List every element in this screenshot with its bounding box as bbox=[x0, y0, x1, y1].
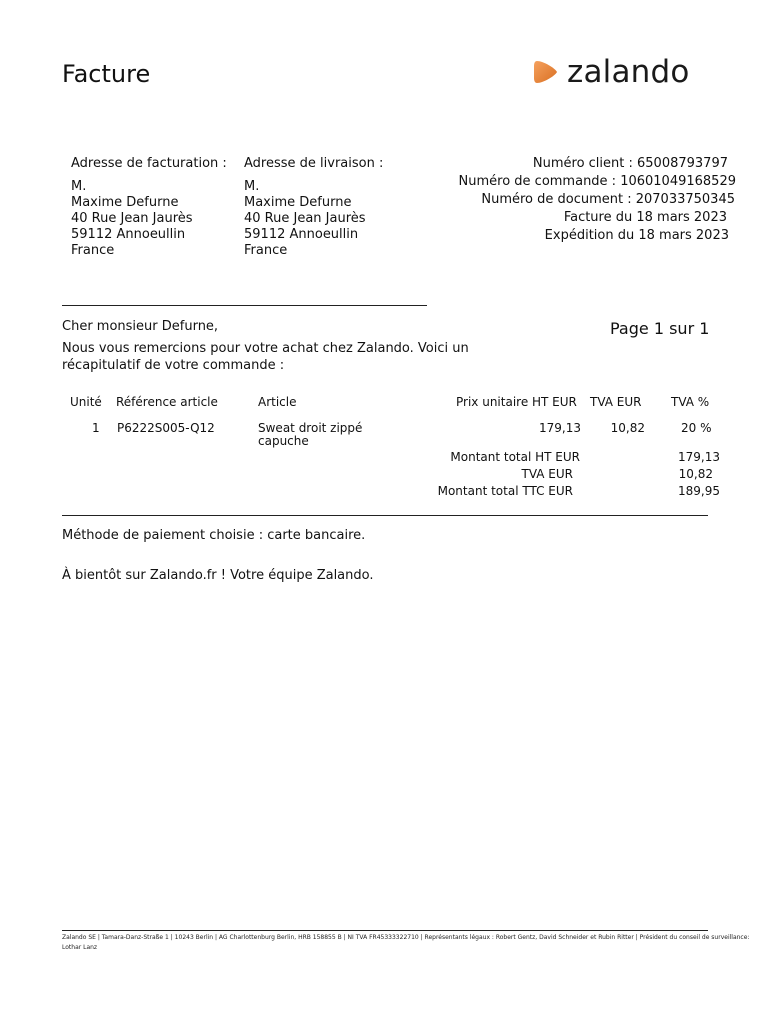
total-ht-value: 179,13 bbox=[678, 450, 720, 464]
total-ttc-label: Montant total TTC EUR bbox=[437, 484, 573, 498]
shipping-date: Expédition du 18 mars 2023 bbox=[544, 228, 729, 243]
billing-address bbox=[71, 179, 193, 259]
shipping-line: Maxime Defurne bbox=[244, 195, 352, 210]
billing-line: Maxime Defurne bbox=[71, 195, 179, 210]
header-reference: Référence article bbox=[116, 395, 218, 409]
legal-footer: Zalando SE | Tamara-Danz-Straße 1 | 10243 Berlin | AG Charlottenburg Berlin, HRB 158855 B | NI TVA FR45333322710 | Représentants légaux : Robert Gentz, David Schneider et Rubin Ritter | Président du conseil de surveillance: Lothar Lanz bbox=[62, 934, 750, 951]
order-number: Numéro de commande : 10601049168529 bbox=[458, 174, 736, 189]
divider bbox=[62, 515, 708, 516]
billing-line: 40 Rue Jean Jaurès bbox=[71, 211, 193, 226]
row-reference: P6222S005-Q12 bbox=[117, 421, 215, 435]
row-article-line: capuche bbox=[258, 434, 309, 448]
shipping-line: 40 Rue Jean Jaurès bbox=[244, 211, 366, 226]
document-number: Numéro de document : 207033750345 bbox=[481, 192, 735, 207]
zalando-logo bbox=[533, 54, 690, 90]
page-indicator: Page 1 sur 1 bbox=[610, 319, 710, 338]
row-vat-pct: 20 % bbox=[681, 421, 712, 435]
header-article: Article bbox=[258, 395, 297, 409]
header-unit: Unité bbox=[70, 395, 102, 409]
total-tva-value: 10,82 bbox=[678, 467, 713, 481]
billing-line: M. bbox=[71, 179, 87, 194]
total-ttc-value: 189,95 bbox=[678, 484, 720, 498]
row-article-line: Sweat droit zippé bbox=[258, 421, 363, 435]
intro-line: Nous vous remercions pour votre achat chez Zalando. Voici un bbox=[62, 341, 469, 356]
greeting: Cher monsieur Defurne, bbox=[62, 319, 219, 334]
shipping-address bbox=[244, 179, 366, 259]
payment-method: Méthode de paiement choisie : carte bancaire. bbox=[62, 528, 366, 543]
divider bbox=[62, 305, 427, 306]
invoice-date: Facture du 18 mars 2023 bbox=[563, 210, 727, 225]
invoice-title: Facture bbox=[62, 60, 151, 88]
row-unit: 1 bbox=[92, 421, 100, 435]
row-unit-price: 179,13 bbox=[539, 421, 581, 435]
row-vat-eur: 10,82 bbox=[610, 421, 645, 435]
invoice-meta bbox=[458, 155, 736, 245]
shipping-line: 59112 Annoeullin bbox=[244, 227, 359, 242]
row-article bbox=[258, 422, 362, 448]
footer-divider bbox=[62, 930, 708, 931]
zalando-logo-icon bbox=[533, 58, 559, 86]
zalando-wordmark: zalando bbox=[567, 54, 690, 90]
client-number: Numéro client : 65008793797 bbox=[532, 156, 728, 171]
total-tva-label: TVA EUR bbox=[521, 467, 573, 481]
total-ht-label: Montant total HT EUR bbox=[450, 450, 580, 464]
closing-message: À bientôt sur Zalando.fr ! Votre équipe Zalando. bbox=[62, 568, 374, 583]
shipping-line: M. bbox=[244, 179, 260, 194]
billing-address-label: Adresse de facturation : bbox=[71, 156, 227, 171]
billing-line: France bbox=[71, 243, 115, 258]
billing-line: 59112 Annoeullin bbox=[71, 227, 186, 242]
header-vat-eur: TVA EUR bbox=[590, 395, 642, 409]
header-unit-price: Prix unitaire HT EUR bbox=[456, 395, 577, 409]
intro-text bbox=[62, 340, 469, 374]
header-vat-pct: TVA % bbox=[671, 395, 710, 409]
shipping-address-label: Adresse de livraison : bbox=[244, 156, 384, 171]
intro-line: récapitulatif de votre commande : bbox=[62, 358, 285, 373]
shipping-line: France bbox=[244, 243, 288, 258]
